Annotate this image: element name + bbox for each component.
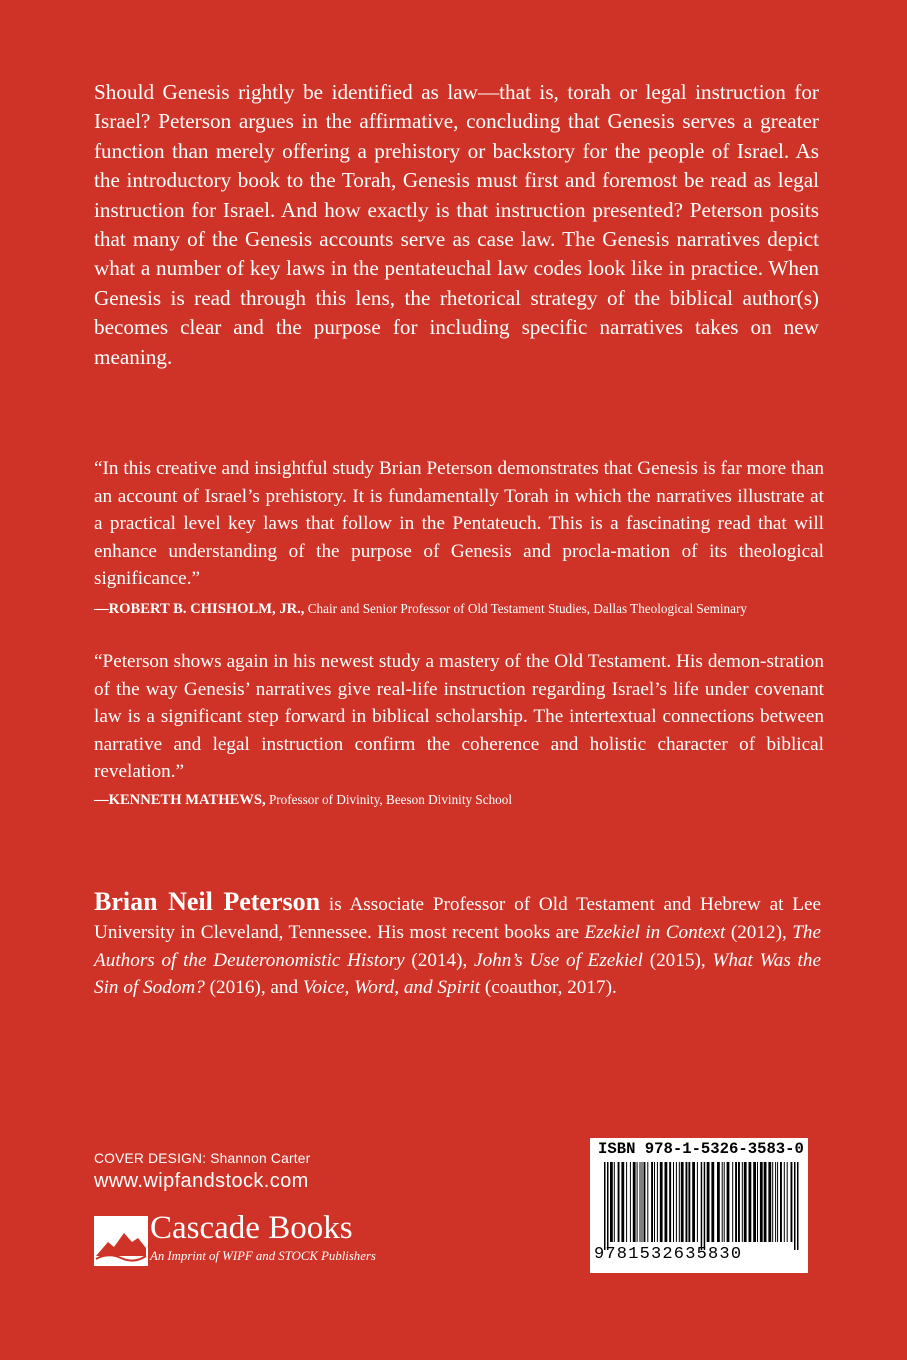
- book-title-3: John’s Use of Ezekiel: [474, 949, 643, 971]
- barcode-bar: [607, 1162, 609, 1250]
- barcode-bar: [626, 1162, 627, 1242]
- book-title-1: Ezekiel in Context: [584, 921, 726, 943]
- book-title-4: What Was the Sin of Sodom?: [94, 949, 821, 999]
- barcode-bar: [642, 1162, 643, 1242]
- book-title-2: The Authors of the Deuteronomistic History: [94, 921, 821, 971]
- barcode-bar: [701, 1162, 703, 1250]
- barcode-bar: [742, 1162, 743, 1242]
- barcode-bar: [651, 1162, 653, 1242]
- barcode-bar: [640, 1162, 641, 1242]
- barcode-bar: [679, 1162, 680, 1242]
- barcode-bar: [797, 1162, 799, 1250]
- barcode-bar: [647, 1162, 648, 1242]
- barcode-bar: [630, 1162, 631, 1242]
- barcode-bar: [644, 1162, 646, 1242]
- barcode-bar: [744, 1162, 747, 1242]
- barcode-bar: [657, 1162, 658, 1242]
- barcode-bar: [707, 1162, 710, 1242]
- barcode-bar: [711, 1162, 714, 1242]
- book-title-5: Voice, Word, and Spirit: [302, 977, 481, 999]
- barcode-bar: [637, 1162, 638, 1242]
- endorser-name-2: —KENNETH MATHEWS,: [94, 792, 266, 808]
- publisher-website[interactable]: www.wipfandstock.com: [94, 1170, 309, 1192]
- barcode-bar: [768, 1162, 771, 1242]
- publisher-name: Cascade Books: [150, 1210, 353, 1246]
- book-description: Should Genesis rightly be identified as law—that is, torah or legal instruction for Israel? Peterson argues in the affirmative, concluding that Genesis serves a greater function than merely offering a prehistory or backstory for the people of Israel. As the introductory book to the Torah, Genesis must first and foremost be read as legal instruction for Israel. And how exactly is that instruction presented? Peterson posits that many of the Genesis accounts serve as case law. The Genesis narratives depict what a number of key laws in the pentateuchal law codes look like in practice. When Genesis is read through this lens, the rhetorical strategy of the biblical author(s) becomes clear and the purpose for including specific narratives takes on new meaning.: [94, 80, 819, 369]
- barcode-bar: [686, 1162, 688, 1242]
- barcode-bar: [780, 1162, 782, 1242]
- barcode-bar: [614, 1162, 615, 1242]
- bio-text: (2016), and: [204, 977, 303, 999]
- barcode-bar: [772, 1162, 773, 1242]
- publisher-logo: [94, 1212, 414, 1272]
- barcode-bar: [676, 1162, 677, 1242]
- barcode-bar: [794, 1162, 796, 1250]
- barcode-bar: [681, 1162, 684, 1242]
- barcode-bar: [757, 1162, 758, 1242]
- barcode-bar: [669, 1162, 671, 1242]
- bio-text: (coauthor, 2017).: [480, 977, 617, 999]
- barcode-bar: [722, 1162, 723, 1242]
- bio-text: is Associate Professor of Old Testament and Hebrew at Lee University in Cleveland, Tennessee. His most recent books are: [94, 894, 821, 943]
- barcode-bar: [749, 1162, 752, 1242]
- barcode-bar: [654, 1162, 655, 1242]
- barcode-bar: [764, 1162, 767, 1242]
- barcode-bar: [697, 1162, 698, 1242]
- barcode-bar: [735, 1162, 737, 1242]
- barcode-bar: [760, 1162, 763, 1242]
- barcode-bar: [738, 1162, 740, 1242]
- bio-text: (2014),: [404, 949, 475, 971]
- barcode-bar: [775, 1162, 776, 1242]
- endorser-title-1: Chair and Senior Professor of Old Testament Studies, Dallas Theological Seminary: [307, 601, 747, 616]
- barcode-bar: [777, 1162, 778, 1242]
- endorsement-attribution-1: [94, 600, 834, 618]
- barcode-bar: [604, 1162, 606, 1250]
- barcode-bar: [665, 1162, 668, 1242]
- cover-design-credit: COVER DESIGN: Shannon Carter: [94, 1151, 311, 1166]
- barcode-bar: [618, 1162, 620, 1242]
- bio-text: (2012),: [725, 921, 793, 943]
- mountain-logo-icon: [94, 1216, 148, 1266]
- barcode-bar: [791, 1162, 793, 1242]
- barcode-bar: [673, 1162, 674, 1242]
- isbn-label: ISBN 978-1-5326-3583-0: [598, 1140, 804, 1158]
- barcode-bar: [621, 1162, 624, 1242]
- isbn-barcode: [590, 1138, 808, 1273]
- author-bio: [94, 888, 821, 1002]
- barcode-bar: [692, 1162, 695, 1242]
- barcode-bar: [717, 1162, 720, 1242]
- barcode-bar: [660, 1162, 663, 1242]
- barcode-bar: [753, 1162, 756, 1242]
- endorsement-attribution-2: [94, 791, 834, 809]
- barcode-bar: [732, 1162, 733, 1242]
- publisher-tagline: An Imprint of WIPF and STOCK Publishers: [150, 1249, 376, 1263]
- barcode-bar: [724, 1162, 725, 1242]
- barcode-bar: [610, 1162, 613, 1242]
- endorsement-quote-1: “In this creative and insightful study Brian Peterson demonstrates that Genesis is far more than an account of Israel’s prehistory. It is fundamentally Torah in which the narratives illustrate at a practical level key laws that follow in the Pentateuch. This is a fascinating read that will enhance understanding of the purpose of Genesis and procla-mation of its theological significance.”: [94, 458, 824, 590]
- bio-text: (2015),: [643, 949, 713, 971]
- author-name: Brian Neil Peterson: [94, 887, 321, 916]
- barcode-bar: [633, 1162, 636, 1242]
- barcode-digits: 9781532635830: [594, 1245, 743, 1264]
- endorsement-quote-2: “Peterson shows again in his newest study a mastery of the Old Testament. His demon-stration of the way Genesis’ narratives give real-life instruction regarding Israel’s life under covenant law is a significant step forward in biblical scholarship. The intertextual connections between narrative and legal instruction confirm the coherence and holistic character of biblical revelation.”: [94, 651, 824, 783]
- barcode-bar: [727, 1162, 730, 1242]
- barcode-bar: [784, 1162, 785, 1242]
- barcode-bar: [787, 1162, 788, 1242]
- endorser-name-1: —ROBERT B. CHISHOLM, JR.,: [94, 601, 305, 617]
- barcode-bar: [704, 1162, 706, 1250]
- barcode-bar: [688, 1162, 690, 1242]
- endorser-title-2: Professor of Divinity, Beeson Divinity School: [268, 792, 513, 807]
